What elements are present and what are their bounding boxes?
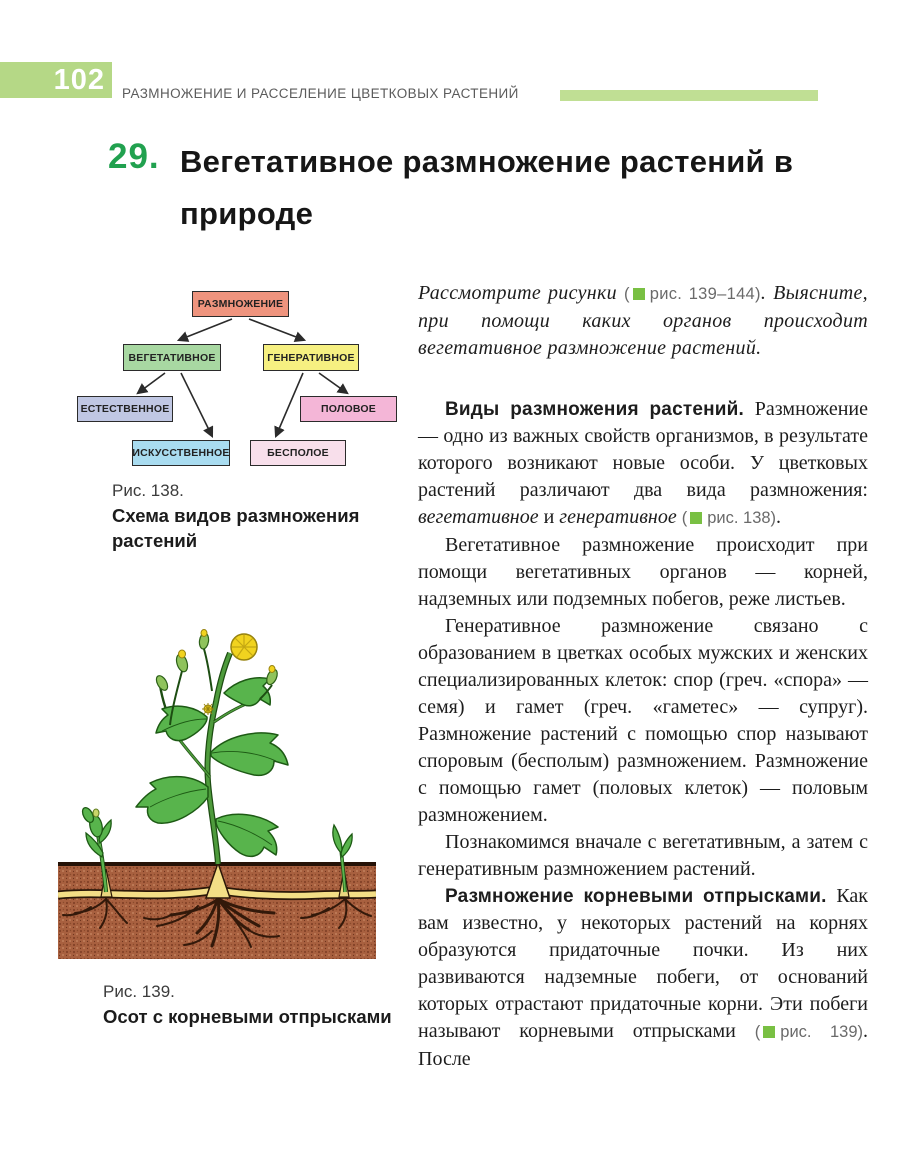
paragraph — [418, 532, 868, 613]
diagram-node-reproduction: РАЗМНОЖЕНИЕ — [192, 291, 289, 317]
diagram-node-natural: ЕСТЕСТВЕННОЕ — [77, 396, 173, 422]
text-segment: и — [538, 506, 560, 528]
text-segment: вегетативное — [418, 506, 539, 528]
fig139-label: Рис. 139. — [103, 982, 175, 1001]
text-segment: Выясните, при помощи каких органов происходит вегетативное размножение растений. — [418, 282, 868, 359]
paragraph — [418, 883, 868, 1073]
figure-ref-square-icon — [633, 288, 645, 300]
figure-ref: ( рис. 139–144) — [623, 285, 761, 303]
fig138-label: Рис. 138. — [112, 481, 184, 500]
text-segment: Рассмотрите рисунки — [418, 282, 624, 304]
fig139-text: Осот с корневыми отпрысками — [103, 1006, 392, 1027]
fig138-diagram — [60, 283, 400, 475]
text-segment: Вегетативное размножение происходит при помощи вегетативных органов — корней, надземных или подземных побегов, реже листьев. — [418, 534, 868, 610]
article-paragraphs — [418, 280, 868, 1073]
text-segment — [677, 506, 682, 528]
text-segment: Размножение — одно из важных свойств организмов, в результате которого возникают новые особи. У цветковых растений различают два вида размножения: — [418, 398, 868, 501]
text-segment: . — [776, 506, 782, 528]
diagram-node-asexual: БЕСПОЛОЕ — [250, 440, 346, 466]
paragraph — [418, 613, 868, 829]
running-head: РАЗМНОЖЕНИЕ И РАССЕЛЕНИЕ ЦВЕТКОВЫХ РАСТЕНИЙ — [122, 86, 519, 101]
figure-ref: ( рис. 139) — [754, 1023, 863, 1041]
section-title: Вегетативное размножение растений в природе — [180, 144, 794, 231]
page-number-tab: 102 — [0, 62, 112, 98]
text-segment: . После — [418, 1020, 868, 1070]
figure-ref-square-icon — [763, 1026, 775, 1038]
text-segment: генеративное — [559, 506, 677, 528]
paragraph — [418, 396, 868, 532]
diagram-node-sexual: ПОЛОВОЕ — [300, 396, 397, 422]
paragraph — [418, 829, 868, 883]
fig138-text: Схема видов размножения растений — [112, 505, 360, 551]
diagram-node-vegetative: ВЕГЕТАТИВНОЕ — [123, 344, 221, 371]
fig138-caption — [112, 481, 402, 554]
text-segment: Виды размножения растений. — [445, 399, 755, 420]
text-segment: Размножение корневыми отпрысками. — [445, 886, 837, 907]
text-segment: Как вам известно, у некоторых растений на корнях образуются придаточные почки. Из них развиваются надземные побеги, от оснований которых отрастают придаточные корни. Эти побеги называют корневыми отпрысками — [418, 885, 868, 1042]
diagram-node-artificial: ИСКУССТВЕННОЕ — [132, 440, 230, 466]
text-segment: . — [760, 282, 767, 304]
diagram-node-generative: ГЕНЕРАТИВНОЕ — [263, 344, 359, 371]
fig139-illustration — [58, 607, 376, 959]
text-segment: Познакомимся вначале с вегетативным, а затем с генеративным размножением растений. — [418, 831, 868, 880]
figure-ref: ( рис. 138) — [681, 509, 777, 527]
paragraph — [418, 280, 868, 362]
section-number: 29. — [108, 137, 160, 176]
fig139-caption — [103, 982, 433, 1030]
text-segment: Генеративное размножение связано с образованием в цветках особых мужских и женских специализированных клеток: спор (греч. «спора» — семя) и гамет (греч. «гаметес» — супруг). Размножение растений с помощью спор называют споровым (бесполым) размножением. Размножение с помощью гамет (половых клеток) — половым размножением. — [418, 615, 868, 826]
figure-ref-square-icon — [690, 512, 702, 524]
header-green-bar — [560, 90, 818, 101]
